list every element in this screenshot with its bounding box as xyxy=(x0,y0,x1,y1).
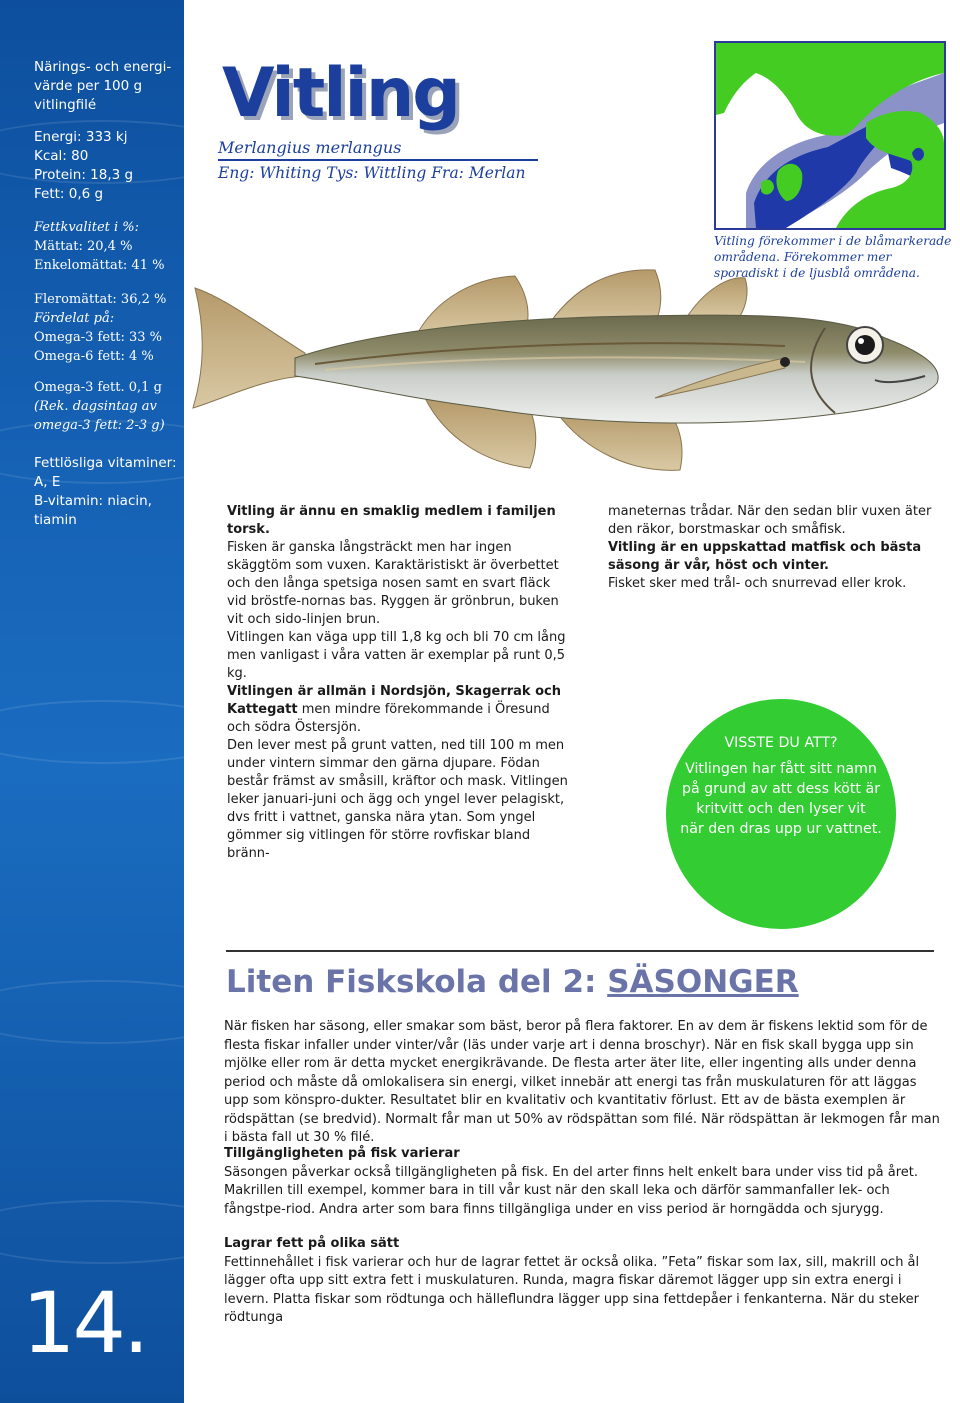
section-title: Liten Fiskskola del 2: SÄSONGER xyxy=(226,964,799,1000)
omega3-intake: Omega-3 fett. 0,1 g (Rek. dagsintag av omega-3 fett: 2-3 g) xyxy=(34,380,165,433)
fact-line: när den dras upp ur vattnet. xyxy=(680,821,882,837)
nutrition-heading: Närings- och energi- värde per 100 g vitlingfilé xyxy=(34,59,172,113)
water-ripple xyxy=(0,700,184,764)
water-ripple xyxy=(0,1200,184,1264)
vitamins: Fettlösliga vitaminer: A, E B-vitamin: niacin, tiamin xyxy=(34,455,177,528)
intro-column: Vitling är ännu en smaklig medlem i familjen torsk. Fisken är ganska långsträckt men har ingen skäggtöm som vuxen. Karaktäristiskt är överbettet och den långa spetsiga nosen samt en svart fläck vid bröstfe-nornas bas. Ryggen är grönbrun, buken vit och sido-linjen brun. Vitlingen kan väga upp till 1,8 kg och bli 70 cm lång men vanligast i våra vatten är exemplar på runt 0,5 kg. xyxy=(227,504,566,681)
fat-quality: Fettkvalitet i %: Mättat: 20,4 % Enkelomättat: 41 % xyxy=(34,220,165,273)
foreign-names: Eng: Whiting Tys: Wittling Fra: Merlan xyxy=(218,164,526,182)
fact-line: Vitlingen har fått sitt namn xyxy=(685,761,877,777)
fat-storage-section: Lagrar fett på olika sätt Fettinnehållet i fisk varierar och hur de lagrar fettet är också olika. ”Feta” fiskar som lax, sill, makrill och ål lägger ofta upp sitt extra fett i muskulaturen. Runda, magra fiskar däremot lägger upp sin extra energi i levern. Platta fiskar som rödtunga och hälleflundra lägger upp sina fettdepåer i fenkanterna. När du steker rödtunga xyxy=(224,1236,920,1325)
map-caption: Vitling förekommer i de blåmarkerade områdena. Förekommer mer sporadiskt i de ljusblå områdena. xyxy=(714,234,952,280)
sidebar-panel xyxy=(0,0,184,1403)
fact-line: kritvitt och den lyser vit xyxy=(696,801,866,817)
title-divider xyxy=(218,159,538,161)
latin-name: Merlangius merlangus xyxy=(218,138,402,157)
page-number: 14. xyxy=(22,1274,147,1372)
section-divider xyxy=(226,950,934,952)
fact-circle xyxy=(666,699,896,929)
page-title: Vitling xyxy=(222,54,459,133)
fact-heading: VISSTE DU ATT? xyxy=(724,735,838,751)
map-graphic xyxy=(716,43,944,228)
water-ripple xyxy=(0,980,184,1044)
energy-values: Energi: 333 kj Kcal: 80 Protein: 18,3 g Fett: 0,6 g xyxy=(34,129,134,202)
whiting-fish-illustration xyxy=(185,258,945,520)
section-intro: När fisken har säsong, eller smakar som bäst, beror på flera faktorer. En av dem är fiskens lektid som för de flesta fiskar infaller under vinter/vår (läs under varje art i denna broschyr). När en fisk skall bygga upp sin mjölke eller rom är detta mycket energikrävande. De flesta arter äter lite, eller ingenting alls under denna period och måste då omlokalisera sin energi, vilket innebär att energi tas från muskulaturen för att läggas upp som könspro-dukter. Resultatet blir en kvalitativ och kvantitativ förlust. Ett av de bästa exemplen är rödspättan (se bredvid). Normalt får man ut 50% av rödspättan som filé. När rödspättan är lekmogen får man i bästa fall ut 30 % filé. xyxy=(224,1019,940,1145)
polyunsaturated: Fleromättat: 36,2 % Fördelat på: Omega-3 fett: 33 % Omega-6 fett: 4 % xyxy=(34,292,167,364)
distribution-map xyxy=(714,41,946,230)
availability-section: Tillgängligheten på fisk varierar Säsongen påverkar också tillgängligheten på fisk. En del arter finns helt enkelt bara under viss tid på året. Makrillen till exempel, kommer bara in till vår kust när den skall leka och därför sammanfaller lek- och fångstpe-riod. Andra arter som bara finns tillgängliga under en viss period är horngädda och sjurygg. xyxy=(224,1146,919,1217)
season-column: maneternas trådar. När den sedan blir vuxen äter den räkor, borstmaskar och småfisk. Vitling är en uppskattad matfisk och bästa säsong är vår, höst och vinter. Fisket sker med trål- och snurrevad eller krok. xyxy=(608,504,932,591)
habitat-column: Vitlingen är allmän i Nordsjön, Skagerrak och Kattegatt men mindre förekommande i Öresund och södra Östersjön. Den lever mest på grunt vatten, ned till 100 m men under vintern simmar den gärna djupare. Födan består främst av småsill, kräftor och mask. Vitlingen leker januari-juni och ägg och yngel lever pelagiskt, dvs fritt i vattnet, ganska nära ytan. Som yngel gömmer sig vitlingen för större rovfiskar bland bränn- xyxy=(227,684,568,861)
fact-line: på grund av att dess kött är xyxy=(681,781,881,797)
